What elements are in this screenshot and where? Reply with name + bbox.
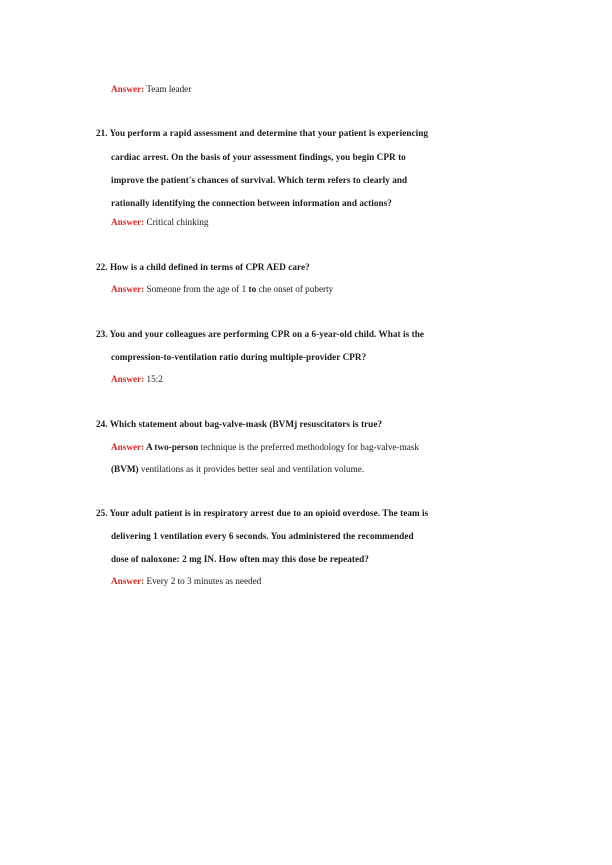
answer-text: Every 2 to 3 minutes as needed (146, 576, 262, 586)
answer-25 (111, 575, 261, 587)
question-23-line-1: 23. You and your colleagues are performing CPR on a 6-year-old child. What is the (96, 329, 424, 339)
answer-text-part-1: A two-person (144, 442, 199, 452)
answer-text: Critical chinking (146, 217, 209, 227)
answer-text-part-3: (BVM) (111, 464, 139, 474)
question-25-line-2: delivering 1 ventilation every 6 seconds. You administered the recommended (111, 531, 414, 541)
question-24-line-1: 24. Which statement about bag-valve-mask (BVMj resuscitators is true? (96, 419, 383, 429)
question-25-line-3: dose of naloxone: 2 mg IN. How often may this dose be repeated? (111, 554, 369, 564)
answer-text: 15:2 (146, 374, 163, 384)
answer-21 (111, 216, 208, 228)
answer-text-part-1: Someone from the age of 1 (146, 284, 249, 294)
answer-text-part-2: to (248, 284, 257, 294)
answer-24-line-1 (111, 441, 419, 453)
answer-label: Answer: (111, 217, 145, 227)
answer-label: Answer: (111, 576, 145, 586)
answer-24-line-2 (111, 463, 364, 475)
answer-23 (111, 373, 163, 385)
question-23-line-2: compression-to-ventilation ratio during multiple-provider CPR? (111, 352, 367, 362)
answer-label: Answer: (111, 442, 145, 452)
question-21-line-4: rationally identifying the connection between information and actions? (111, 198, 392, 208)
answer-text: Team leader (146, 84, 192, 94)
question-21-line-3: improve the patient's chances of survival. Which term refers to clearly and (111, 175, 408, 185)
answer-label: Answer: (111, 284, 145, 294)
answer-label: Answer: (111, 84, 145, 94)
answer-22 (111, 283, 333, 295)
question-25-line-1: 25. Your adult patient is in respiratory arrest due to an opioid overdose. The team is (96, 508, 429, 518)
answer-text-part-4: ventilations as it provides better seal and ventilation volume. (138, 464, 365, 474)
question-21-line-1: 21. You perform a rapid assessment and determine that your patient is experiencing (96, 128, 429, 138)
question-21-line-2: cardiac arrest. On the basis of your assessment findings, you begin CPR to (111, 152, 406, 162)
answer-text-part-2: technique is the preferred methodology for bag-valve-mask (198, 442, 419, 452)
answer-text-part-3: che onset of puberty (256, 284, 334, 294)
answer-label: Answer: (111, 374, 145, 384)
answer-20 (111, 83, 191, 95)
question-22-line-1: 22. How is a child defined in terms of CPR AED care? (96, 262, 310, 272)
